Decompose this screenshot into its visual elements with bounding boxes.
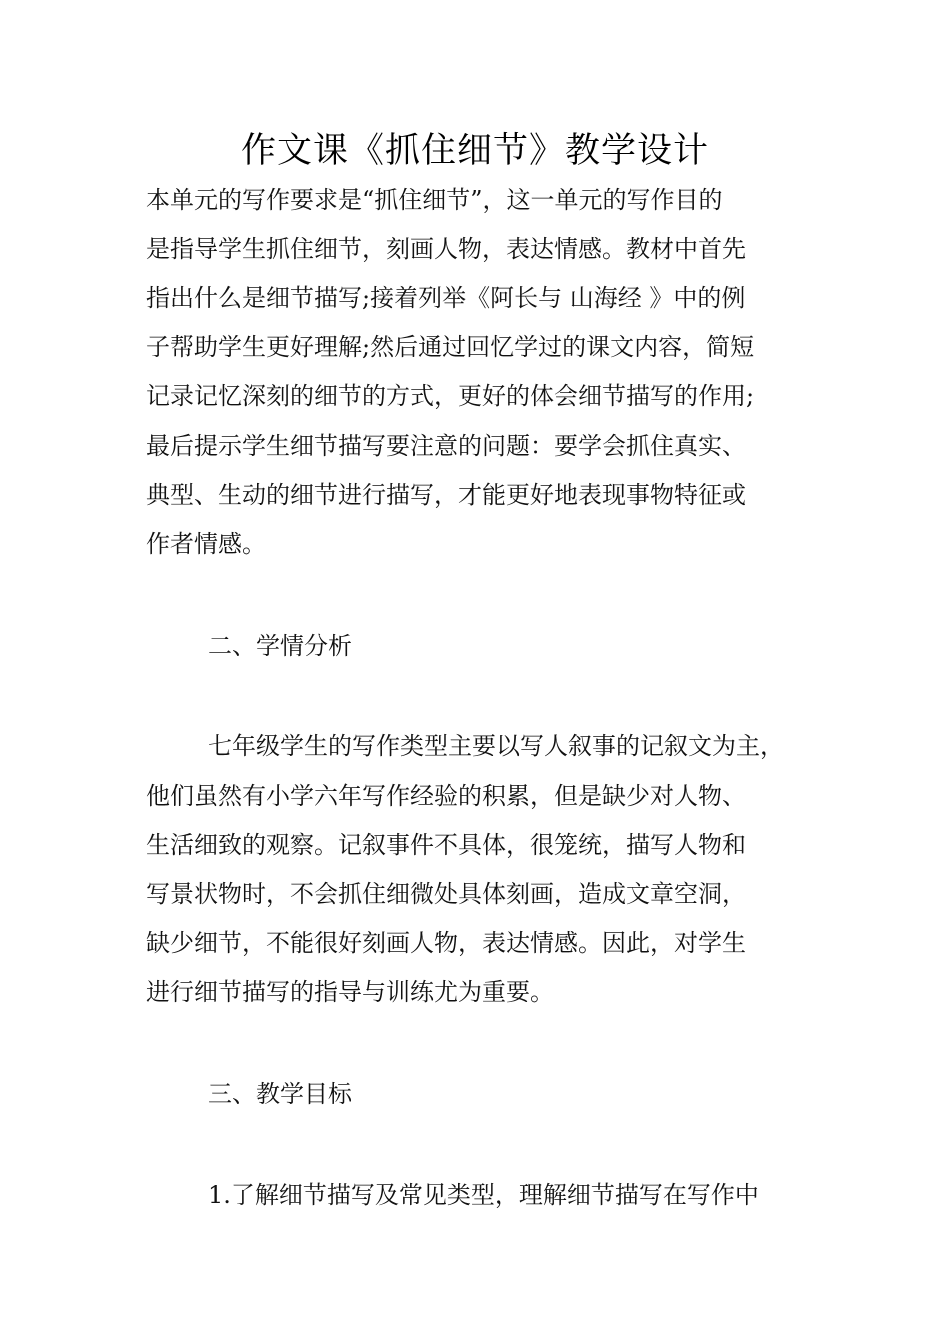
document-title: 作文课《抓住细节》教学设计 — [240, 131, 709, 171]
paragraph-line: 进行细节描写的指导与训练尤为重要。 — [146, 978, 554, 1006]
paragraph-line: 是指导学生抓住细节，刻画人物，表达情感。教材中首先 — [146, 235, 746, 263]
paragraph-line: 生活细致的观察。记叙事件不具体，很笼统，描写人物和 — [146, 831, 746, 859]
paragraph-line: 缺少细节，不能很好刻画人物，表达情感。因此，对学生 — [146, 929, 746, 957]
paragraph-line: 他们虽然有小学六年写作经验的积累，但是缺少对人物、 — [146, 782, 746, 810]
section-heading: 三、教学目标 — [208, 1080, 352, 1108]
paragraph-line: 最后提示学生细节描写要注意的问题：要学会抓住真实、 — [146, 432, 746, 460]
paragraph-line: 典型、生动的细节进行描写，才能更好地表现事物特征或 — [146, 481, 746, 509]
section-heading: 二、学情分析 — [208, 632, 352, 660]
paragraph-line: 作者情感。 — [146, 530, 266, 558]
paragraph-line: 记录记忆深刻的细节的方式，更好的体会细节描写的作用; — [146, 382, 755, 410]
paragraph-line: 子帮助学生更好理解;然后通过回忆学过的课文内容，简短 — [146, 333, 755, 361]
paragraph-line: 七年级学生的写作类型主要以写人叙事的记叙文为主， — [208, 732, 784, 760]
paragraph-line: 指出什么是细节描写;接着列举《阿长与 山海经 》中的例 — [146, 284, 746, 312]
paragraph-line: 写景状物时，不会抓住细微处具体刻画，造成文章空洞， — [146, 880, 746, 908]
paragraph-line: 本单元的写作要求是“抓住细节”，这一单元的写作目的 — [146, 186, 723, 214]
goal-item: 1.了解细节描写及常见类型，理解细节描写在写作中 — [208, 1181, 759, 1209]
